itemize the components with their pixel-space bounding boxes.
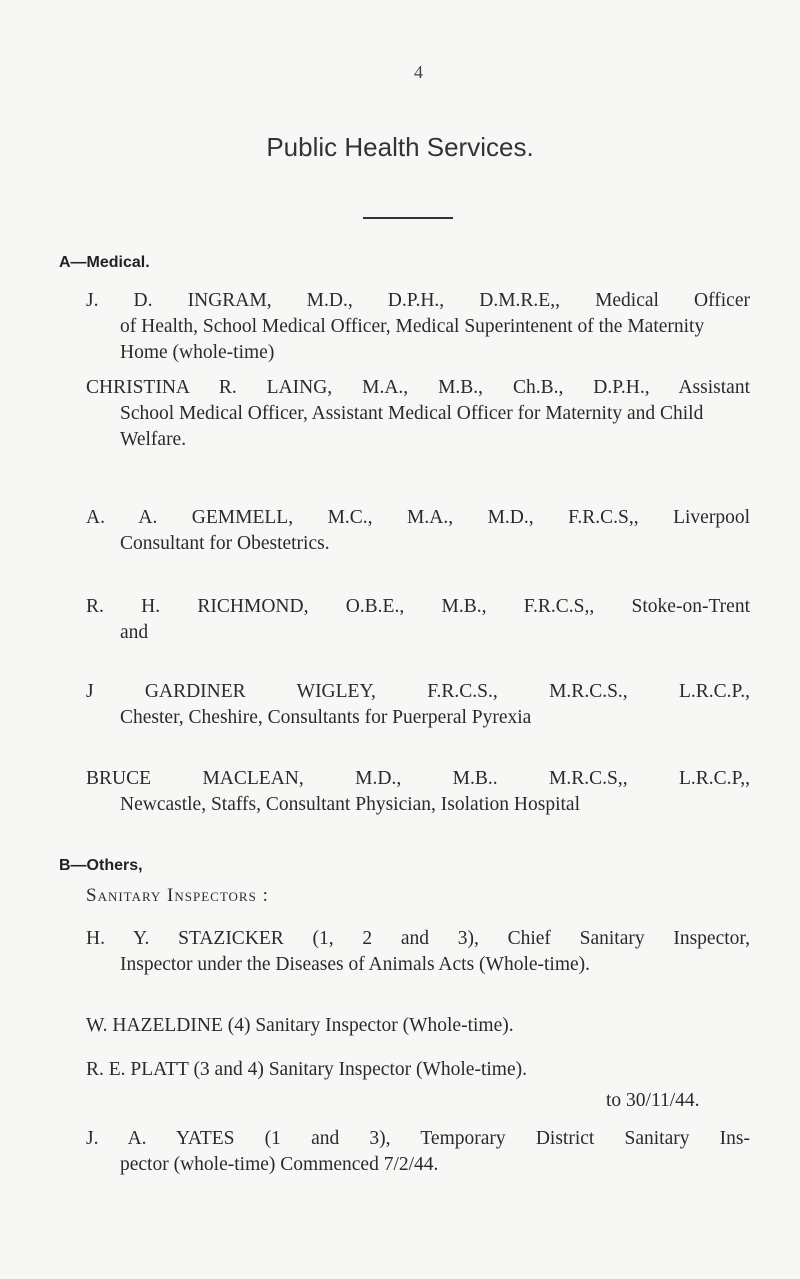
page-title: Public Health Services.	[266, 132, 534, 162]
entry-first-line: H. Y. STAZICKER (1, 2 and 3), Chief Sanitary Inspector,	[86, 928, 750, 949]
entry-first-line: W. HAZELDINE (4) Sanitary Inspector (Whole-time).	[86, 1015, 514, 1036]
staff-entry-wigley	[86, 679, 750, 731]
entry-first-line: R. H. RICHMOND, O.B.E., M.B., F.R.C.S,, Stoke-on-Trent	[86, 596, 750, 617]
entry-first-line: A. A. GEMMELL, M.C., M.A., M.D., F.R.C.S,, Liverpool	[86, 507, 750, 528]
section-a-heading: A—Medical.	[59, 254, 150, 271]
entry-continuation: of Health, School Medical Officer, Medical Superintenent of the Maternity Home (whole-time)	[120, 316, 705, 363]
staff-entry-laing	[86, 375, 750, 453]
entry-first-line: J. A. YATES (1 and 3), Temporary District Sanitary Ins-	[86, 1128, 750, 1149]
entry-continuation: and	[120, 622, 149, 643]
entry-continuation: Chester, Cheshire, Consultants for Puerperal Pyrexia	[120, 707, 532, 728]
title-rule	[363, 217, 453, 219]
entry-continuation: Inspector under the Diseases of Animals Acts (Whole-time).	[120, 954, 591, 975]
staff-entry-gemmell	[86, 505, 750, 557]
staff-entry-ingram	[86, 288, 750, 366]
entry-continuation: School Medical Officer, Assistant Medical Officer for Maternity and Child Welfare.	[120, 403, 704, 450]
staff-entry-hazeldine	[86, 1013, 750, 1039]
page-number: 4	[414, 62, 423, 82]
entry-first-line: CHRISTINA R. LAING, M.A., M.B., Ch.B., D.P.H., Assistant	[86, 377, 750, 398]
section-b-heading: B—Others,	[59, 857, 143, 874]
entry-first-line: BRUCE MACLEAN, M.D., M.B.. M.R.C.S,, L.R.C.P,,	[86, 768, 750, 789]
entry-first-line: R. E. PLATT (3 and 4) Sanitary Inspector (Whole-time).	[86, 1059, 527, 1080]
staff-entry-maclean	[86, 766, 750, 818]
staff-entry-platt	[86, 1057, 750, 1083]
entry-continuation: Newcastle, Staffs, Consultant Physician, Isolation Hospital	[120, 794, 581, 815]
platt-end-date: to 30/11/44.	[606, 1090, 700, 1111]
sanitary-inspectors-heading: Sanitary Inspectors :	[86, 885, 269, 906]
staff-entry-yates	[86, 1126, 750, 1178]
entry-first-line: J. D. INGRAM, M.D., D.P.H., D.M.R.E,, Medical Officer	[86, 290, 750, 311]
entry-first-line: J GARDINER WIGLEY, F.R.C.S., M.R.C.S., L.R.C.P.,	[86, 681, 750, 702]
entry-continuation: Consultant for Obestetrics.	[120, 533, 330, 554]
staff-entry-richmond	[86, 594, 750, 646]
entry-continuation: pector (whole-time) Commenced 7/2/44.	[120, 1154, 439, 1175]
staff-entry-stazicker	[86, 926, 750, 978]
